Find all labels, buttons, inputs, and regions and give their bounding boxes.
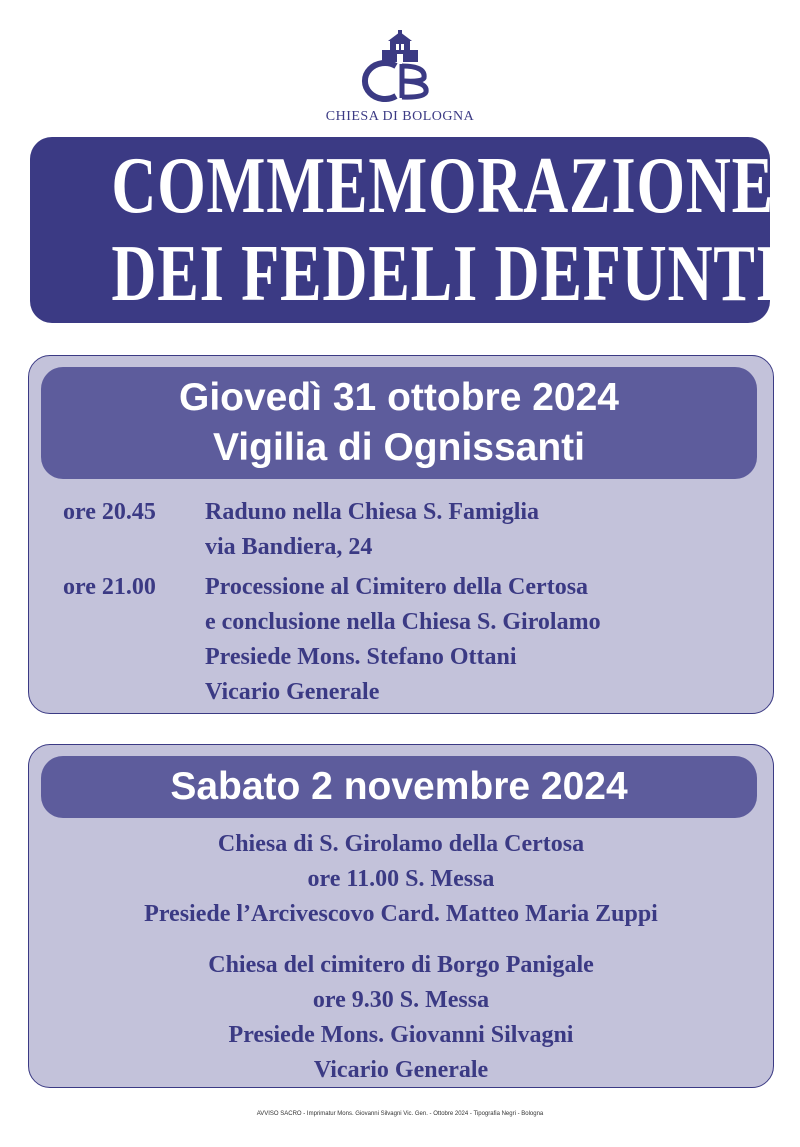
schedule-line: e conclusione nella Chiesa S. Girolamo [205,609,601,635]
borgo-line: Vicario Generale [313,1057,489,1083]
borgo-line: Presiede Mons. Giovanni Silvagni [228,1022,574,1048]
schedule-line: Vicario Generale [205,679,380,705]
chiesa-di-bologna-logo [360,30,440,102]
october-heading [41,367,757,479]
certosa-mass-block [29,827,773,932]
borgo-line: ore 9.30 S. Messa [312,987,490,1013]
title-line-2: DEI FEDELI DEFUNTI [111,230,781,318]
certosa-line: ore 11.00 S. Messa [307,866,495,892]
schedule-line: Raduno nella Chiesa S. Famiglia [205,499,540,525]
schedule-time: ore 21.00 [63,574,156,600]
november-heading: Sabato 2 novembre 2024 [41,756,757,818]
logo-caption: CHIESA DI BOLOGNA [325,109,475,124]
certosa-line: Presiede l’Arcivescovo Card. Matteo Maria Zuppi [144,901,658,927]
title-line-1: COMMEMORAZIONE [111,142,775,230]
footer-imprint: AVVISO SACRO - Imprimatur Mons. Giovanni Silvagni Vic. Gen. - Ottobre 2024 - Tipografia Negri - Bologna [256,1111,544,1117]
schedule-description [205,570,765,710]
certosa-line: Chiesa di S. Girolamo della Certosa [217,831,585,857]
schedule-line: Presiede Mons. Stefano Ottani [205,644,517,670]
schedule-time: ore 20.45 [63,499,156,525]
october-subtitle: Vigilia di Ognissanti [212,426,586,469]
borgo-line: Chiesa del cimitero di Borgo Panigale [208,952,594,978]
event-panel-october [28,355,774,714]
october-date: Giovedì 31 ottobre 2024 [179,376,619,419]
schedule-description [205,495,765,565]
schedule-line: via Bandiera, 24 [205,534,373,560]
title-banner [30,137,781,323]
event-panel-november [28,744,774,1088]
borgo-panigale-mass-block [29,948,773,1088]
schedule-line: Processione al Cimitero della Certosa [205,574,589,600]
